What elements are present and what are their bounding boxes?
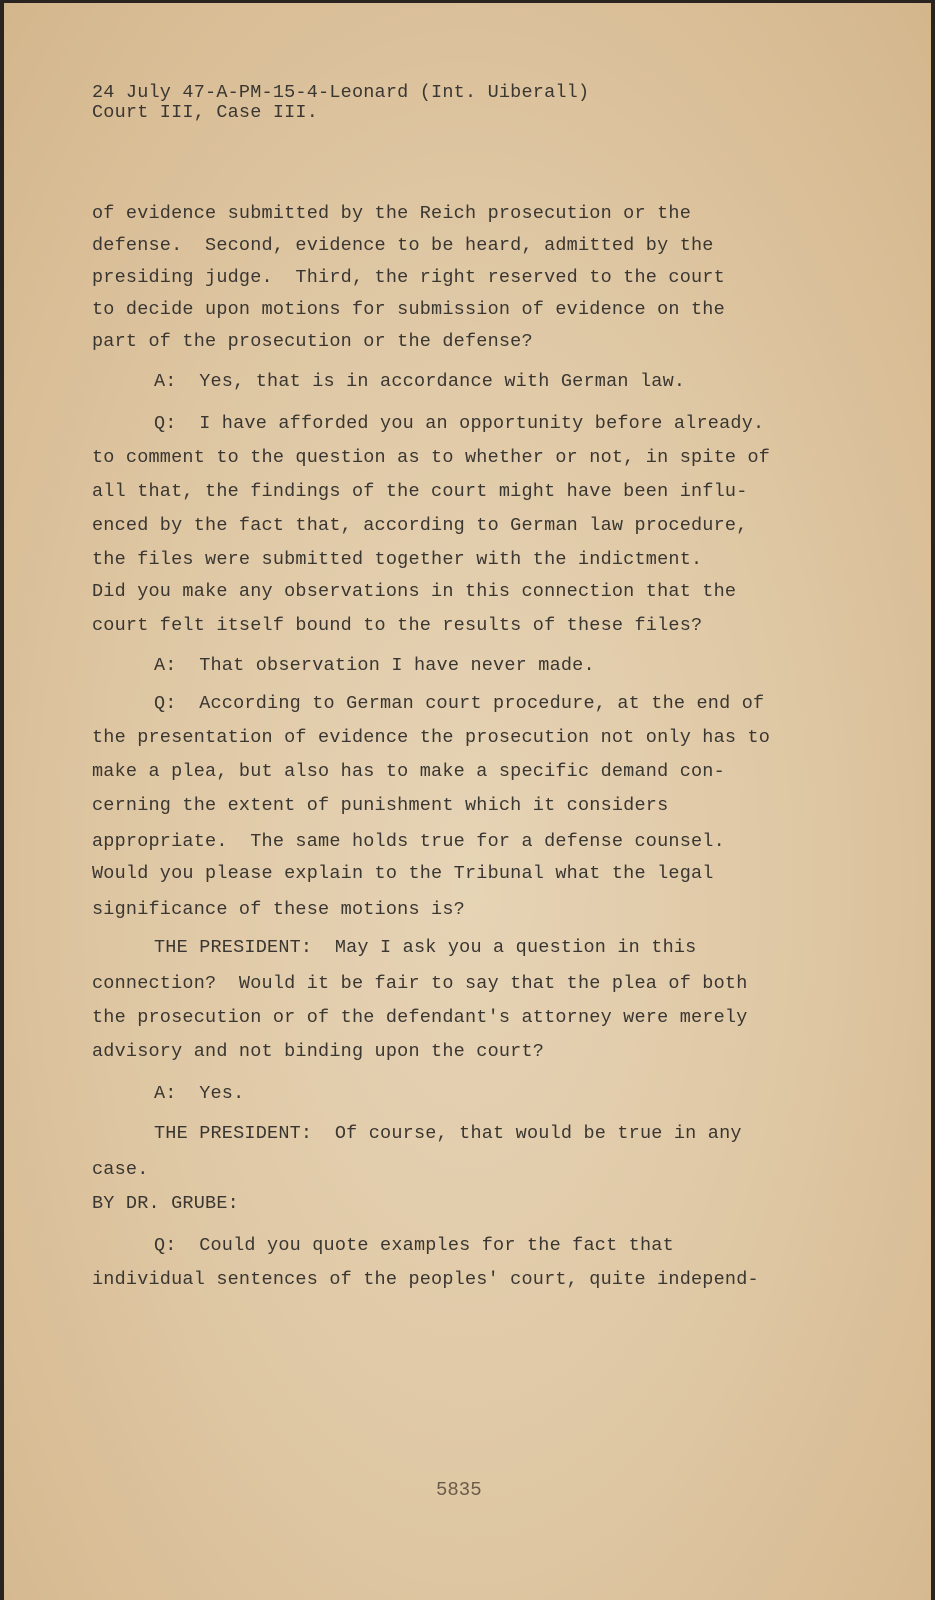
text-line: significance of these motions is?	[92, 899, 465, 920]
text-line: THE PRESIDENT: Of course, that would be true in any	[154, 1123, 742, 1144]
text-line: the presentation of evidence the prosecution not only has to	[92, 727, 771, 748]
text-line: Q: I have afforded you an opportunity before already.	[154, 413, 765, 434]
text-line: appropriate. The same holds true for a defense counsel.	[92, 831, 725, 852]
text-line: Would you please explain to the Tribunal what the legal	[92, 863, 714, 884]
text-line: case.	[92, 1159, 149, 1180]
text-line: BY DR. GRUBE:	[92, 1193, 239, 1214]
text-line: A: Yes.	[154, 1083, 245, 1104]
header-line-2: Court III, Case III.	[92, 102, 319, 123]
text-line: advisory and not binding upon the court?	[92, 1041, 545, 1062]
text-line: defense. Second, evidence to be heard, admitted by the	[92, 235, 714, 256]
text-line: to decide upon motions for submission of evidence on the	[92, 299, 725, 320]
text-line: Q: Could you quote examples for the fact that	[154, 1235, 674, 1256]
text-line: part of the prosecution or the defense?	[92, 331, 533, 352]
text-line: connection? Would it be fair to say that the plea of both	[92, 973, 748, 994]
text-line: A: That observation I have never made.	[154, 655, 595, 676]
text-line: to comment to the question as to whether or not, in spite of	[92, 447, 771, 468]
text-line: Q: According to German court procedure, at the end of	[154, 693, 765, 714]
header-line-1: 24 July 47-A-PM-15-4-Leonard (Int. Uiberall)	[92, 82, 590, 103]
text-line: all that, the findings of the court might have been influ-	[92, 481, 748, 502]
text-line: court felt itself bound to the results of these files?	[92, 615, 703, 636]
text-line: the files were submitted together with the indictment.	[92, 549, 703, 570]
text-line: THE PRESIDENT: May I ask you a question in this	[154, 937, 697, 958]
text-line: presiding judge. Third, the right reserved to the court	[92, 267, 725, 288]
text-line: the prosecution or of the defendant's attorney were merely	[92, 1007, 748, 1028]
page-number: 5835	[436, 1479, 482, 1501]
text-line: of evidence submitted by the Reich prosecution or the	[92, 203, 691, 224]
text-line: cerning the extent of punishment which it considers	[92, 795, 669, 816]
text-line: A: Yes, that is in accordance with German law.	[154, 371, 686, 392]
text-line: make a plea, but also has to make a specific demand con-	[92, 761, 725, 782]
text-line: individual sentences of the peoples' court, quite independ-	[92, 1269, 759, 1290]
text-line: Did you make any observations in this connection that the	[92, 581, 737, 602]
document-page	[4, 3, 931, 1600]
text-line: enced by the fact that, according to German law procedure,	[92, 515, 748, 536]
